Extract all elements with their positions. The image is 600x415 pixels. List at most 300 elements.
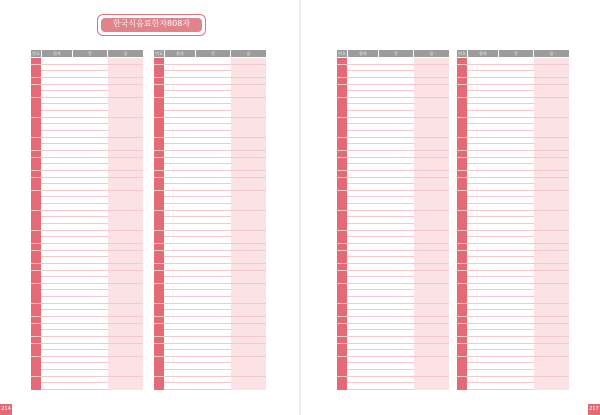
- table-row: [31, 111, 143, 118]
- table-cell: [534, 344, 569, 350]
- table-cell: [165, 290, 195, 296]
- column-header: 뜻: [499, 50, 533, 57]
- table-row: [457, 158, 569, 165]
- table-row: [337, 58, 449, 65]
- row-number-cell: [457, 191, 467, 197]
- table-row: [457, 284, 569, 291]
- table-cell: [108, 264, 143, 270]
- table-row: [154, 324, 266, 331]
- table-cell: [348, 363, 378, 369]
- table-row: [154, 370, 266, 377]
- table-cell: [196, 104, 230, 110]
- table-cell: [348, 377, 378, 383]
- table-cell: [42, 297, 72, 303]
- table-cell: [196, 197, 230, 203]
- table-cell: [231, 78, 266, 84]
- table-cell: [379, 111, 413, 117]
- table-row: [31, 357, 143, 364]
- table-cell: [499, 277, 533, 283]
- table-row: [154, 377, 266, 384]
- row-number-cell: [337, 363, 347, 369]
- table-cell: [468, 104, 498, 110]
- table-cell: [73, 237, 107, 243]
- table-cell: [231, 217, 266, 223]
- row-number-cell: [457, 151, 467, 157]
- table-cell: [165, 257, 195, 263]
- table-cell: [414, 257, 449, 263]
- table-cell: [73, 257, 107, 263]
- table-cell: [468, 171, 498, 177]
- table-cell: [348, 237, 378, 243]
- table-cell: [231, 357, 266, 363]
- table-cell: [165, 91, 195, 97]
- table-row: [31, 191, 143, 198]
- table-row: [31, 164, 143, 171]
- table-cell: [379, 158, 413, 164]
- table-cell: [534, 317, 569, 323]
- row-number-cell: [31, 271, 41, 277]
- table-row: [337, 131, 449, 138]
- table-row: [337, 91, 449, 98]
- table-rows: [154, 58, 266, 390]
- table-cell: [108, 204, 143, 210]
- table-cell: [379, 144, 413, 150]
- row-number-cell: [154, 124, 164, 130]
- table-cell: [499, 144, 533, 150]
- table-cell: [468, 184, 498, 190]
- table-cell: [414, 317, 449, 323]
- table-cell: [534, 151, 569, 157]
- table-cell: [468, 124, 498, 130]
- row-number-cell: [457, 357, 467, 363]
- table-cell: [196, 71, 230, 77]
- table-cell: [42, 257, 72, 263]
- table-cell: [348, 164, 378, 170]
- table-row: [457, 344, 569, 351]
- table-cell: [468, 71, 498, 77]
- table-row: [31, 91, 143, 98]
- table-cell: [73, 271, 107, 277]
- table-cell: [165, 383, 195, 389]
- table-row: [457, 244, 569, 251]
- row-number-cell: [31, 158, 41, 164]
- table-row: [457, 277, 569, 284]
- table-rows: [457, 58, 569, 390]
- table-cell: [73, 330, 107, 336]
- table-row: [337, 264, 449, 271]
- table-cell: [534, 224, 569, 230]
- table-row: [337, 370, 449, 377]
- table-row: [337, 244, 449, 251]
- table-cell: [348, 264, 378, 270]
- row-number-cell: [31, 224, 41, 230]
- table-row: [154, 78, 266, 85]
- table-row: [337, 363, 449, 370]
- table-row: [457, 290, 569, 297]
- table-row: [31, 104, 143, 111]
- table-cell: [231, 310, 266, 316]
- table-cell: [379, 184, 413, 190]
- table-row: [457, 231, 569, 238]
- table-cell: [499, 85, 533, 91]
- table-row: [31, 277, 143, 284]
- row-number-cell: [337, 237, 347, 243]
- row-number-cell: [337, 131, 347, 137]
- table-row: [154, 58, 266, 65]
- table-row: [457, 251, 569, 258]
- row-number-cell: [154, 98, 164, 104]
- table-row: [457, 85, 569, 92]
- table-cell: [231, 151, 266, 157]
- table-row: [31, 197, 143, 204]
- table-cell: [196, 337, 230, 343]
- table-row: [337, 104, 449, 111]
- table-cell: [499, 217, 533, 223]
- table-cell: [348, 277, 378, 283]
- table-cell: [165, 144, 195, 150]
- row-number-cell: [154, 164, 164, 170]
- column-header: 번호: [338, 51, 346, 56]
- table-cell: [231, 144, 266, 150]
- row-number-cell: [31, 257, 41, 263]
- table-row: [457, 211, 569, 218]
- table-cell: [42, 244, 72, 250]
- table-cell: [231, 131, 266, 137]
- table-cell: [165, 304, 195, 310]
- table-cell: [108, 158, 143, 164]
- row-number-cell: [154, 58, 164, 64]
- table-row: [457, 304, 569, 311]
- table-cell: [73, 344, 107, 350]
- table-cell: [231, 330, 266, 336]
- table-cell: [348, 290, 378, 296]
- table-row: [31, 304, 143, 311]
- table-cell: [231, 191, 266, 197]
- table-row: [31, 124, 143, 131]
- table-cell: [42, 383, 72, 389]
- table-cell: [414, 244, 449, 250]
- table-cell: [196, 78, 230, 84]
- table-cell: [42, 330, 72, 336]
- row-number-cell: [337, 383, 347, 389]
- table-cell: [414, 324, 449, 330]
- table-cell: [231, 104, 266, 110]
- table-row: [457, 91, 569, 98]
- table-cell: [468, 191, 498, 197]
- table-cell: [108, 124, 143, 130]
- table-cell: [348, 271, 378, 277]
- table-cell: [42, 58, 72, 64]
- table-row: [337, 231, 449, 238]
- row-number-cell: [31, 330, 41, 336]
- table-row: [154, 171, 266, 178]
- table-cell: [73, 164, 107, 170]
- table-row: [337, 284, 449, 291]
- table-cell: [108, 277, 143, 283]
- table-cell: [379, 58, 413, 64]
- row-number-cell: [154, 204, 164, 210]
- row-number-cell: [154, 237, 164, 243]
- row-number-cell: [31, 264, 41, 270]
- table-cell: [165, 171, 195, 177]
- row-number-cell: [457, 310, 467, 316]
- table-cell: [414, 363, 449, 369]
- table-cell: [108, 211, 143, 217]
- table-cell: [534, 144, 569, 150]
- table-row: [337, 357, 449, 364]
- table-row: [337, 211, 449, 218]
- table-cell: [165, 138, 195, 144]
- row-number-cell: [337, 217, 347, 223]
- row-number-cell: [457, 58, 467, 64]
- row-number-cell: [154, 244, 164, 250]
- table-row: [337, 151, 449, 158]
- table-cell: [196, 257, 230, 263]
- table-cell: [468, 244, 498, 250]
- table-row: [337, 271, 449, 278]
- table-cell: [42, 363, 72, 369]
- table-cell: [499, 271, 533, 277]
- table-cell: [42, 124, 72, 130]
- table-cell: [468, 131, 498, 137]
- row-number-cell: [31, 244, 41, 250]
- table-cell: [379, 231, 413, 237]
- table-row: [31, 184, 143, 191]
- table-cell: [231, 324, 266, 330]
- row-number-cell: [337, 310, 347, 316]
- table-row: [154, 231, 266, 238]
- table-cell: [165, 277, 195, 283]
- row-number-cell: [457, 204, 467, 210]
- table-cell: [165, 377, 195, 383]
- table-cell: [348, 357, 378, 363]
- table-cell: [108, 337, 143, 343]
- table-cell: [42, 217, 72, 223]
- table-row: [457, 78, 569, 85]
- table-cell: [534, 104, 569, 110]
- table-cell: [499, 164, 533, 170]
- table-row: [154, 317, 266, 324]
- row-number-cell: [31, 284, 41, 290]
- table-cell: [108, 217, 143, 223]
- page-number-right: 217: [588, 404, 600, 415]
- row-number-cell: [337, 304, 347, 310]
- row-number-cell: [337, 271, 347, 277]
- table-row: [457, 204, 569, 211]
- row-number-cell: [154, 363, 164, 369]
- table-cell: [165, 264, 195, 270]
- table-cell: [108, 224, 143, 230]
- table-cell: [379, 290, 413, 296]
- table-cell: [108, 344, 143, 350]
- table-row: [154, 98, 266, 105]
- table-row: [457, 144, 569, 151]
- table-cell: [499, 330, 533, 336]
- table-cell: [534, 310, 569, 316]
- table-cell: [73, 310, 107, 316]
- table-cell: [108, 138, 143, 144]
- row-number-cell: [457, 131, 467, 137]
- table-row: [31, 144, 143, 151]
- table-cell: [379, 98, 413, 104]
- table-rows: [337, 58, 449, 390]
- table-cell: [108, 111, 143, 117]
- table-cell: [348, 171, 378, 177]
- table-cell: [165, 71, 195, 77]
- table-cell: [196, 383, 230, 389]
- table-cell: [414, 277, 449, 283]
- table-cell: [42, 344, 72, 350]
- table-cell: [73, 124, 107, 130]
- table-cell: [108, 363, 143, 369]
- table-cell: [73, 144, 107, 150]
- column-header: 뜻: [196, 50, 230, 57]
- row-number-cell: [154, 78, 164, 84]
- column-header: 음: [534, 50, 569, 57]
- table-cell: [379, 151, 413, 157]
- table-cell: [379, 71, 413, 77]
- table-cell: [42, 290, 72, 296]
- row-number-cell: [337, 264, 347, 270]
- row-number-cell: [31, 197, 41, 203]
- table-row: [457, 330, 569, 337]
- table-cell: [165, 204, 195, 210]
- table-cell: [379, 244, 413, 250]
- table-cell: [196, 144, 230, 150]
- table-cell: [196, 151, 230, 157]
- table-row: [154, 257, 266, 264]
- table-cell: [499, 224, 533, 230]
- table-cell: [379, 304, 413, 310]
- table-cell: [379, 224, 413, 230]
- table-cell: [499, 91, 533, 97]
- row-number-cell: [31, 138, 41, 144]
- row-number-cell: [457, 124, 467, 130]
- table-cell: [165, 357, 195, 363]
- table-cell: [73, 138, 107, 144]
- table-row: [154, 363, 266, 370]
- table-cell: [414, 344, 449, 350]
- table-cell: [348, 118, 378, 124]
- row-number-cell: [154, 271, 164, 277]
- table-cell: [468, 304, 498, 310]
- row-number-cell: [31, 237, 41, 243]
- table-cell: [42, 224, 72, 230]
- table-cell: [534, 217, 569, 223]
- row-number-cell: [337, 197, 347, 203]
- table-row: [154, 144, 266, 151]
- table-row: [154, 124, 266, 131]
- table-cell: [414, 310, 449, 316]
- row-number-cell: [154, 357, 164, 363]
- table-cell: [499, 370, 533, 376]
- row-number-cell: [337, 330, 347, 336]
- table-cell: [73, 224, 107, 230]
- table-row: [337, 158, 449, 165]
- table-cell: [73, 118, 107, 124]
- row-number-cell: [154, 284, 164, 290]
- table-cell: [414, 383, 449, 389]
- table-cell: [196, 131, 230, 137]
- table-row: [31, 204, 143, 211]
- table-row: [337, 304, 449, 311]
- table-cell: [534, 350, 569, 356]
- table-cell: [534, 197, 569, 203]
- table-cell: [414, 98, 449, 104]
- table-cell: [534, 178, 569, 184]
- table-row: [31, 131, 143, 138]
- row-number-cell: [337, 85, 347, 91]
- table-cell: [468, 78, 498, 84]
- row-number-cell: [457, 317, 467, 323]
- table-row: [457, 324, 569, 331]
- table-cell: [468, 271, 498, 277]
- table-cell: [108, 191, 143, 197]
- table-row: [31, 264, 143, 271]
- table-cell: [165, 224, 195, 230]
- table-cell: [196, 124, 230, 130]
- table-cell: [348, 251, 378, 257]
- table-cell: [73, 65, 107, 71]
- table-cell: [348, 330, 378, 336]
- table-cell: [468, 204, 498, 210]
- table-cell: [196, 244, 230, 250]
- row-number-cell: [337, 184, 347, 190]
- table-cell: [468, 357, 498, 363]
- table-cell: [534, 65, 569, 71]
- right-page: [301, 0, 600, 415]
- table-cell: [108, 317, 143, 323]
- row-number-cell: [337, 171, 347, 177]
- table-cell: [414, 237, 449, 243]
- table-cell: [534, 171, 569, 177]
- table-cell: [379, 257, 413, 263]
- table-cell: [468, 363, 498, 369]
- row-number-cell: [31, 277, 41, 283]
- table-cell: [108, 171, 143, 177]
- table-cell: [468, 231, 498, 237]
- table-cell: [499, 131, 533, 137]
- table-cell: [379, 383, 413, 389]
- table-row: [31, 257, 143, 264]
- table-cell: [196, 271, 230, 277]
- row-number-cell: [457, 257, 467, 263]
- table-cell: [73, 184, 107, 190]
- row-number-cell: [457, 324, 467, 330]
- table-cell: [42, 98, 72, 104]
- row-number-cell: [154, 304, 164, 310]
- table-cell: [534, 297, 569, 303]
- table-cell: [468, 164, 498, 170]
- row-number-cell: [457, 78, 467, 84]
- table-cell: [499, 184, 533, 190]
- table-row: [457, 224, 569, 231]
- table-cell: [534, 357, 569, 363]
- table-cell: [379, 350, 413, 356]
- table-row: [457, 350, 569, 357]
- row-number-cell: [457, 164, 467, 170]
- row-number-cell: [31, 91, 41, 97]
- table-cell: [534, 98, 569, 104]
- table-cell: [165, 317, 195, 323]
- table-cell: [414, 290, 449, 296]
- table-row: [154, 357, 266, 364]
- table-cell: [108, 251, 143, 257]
- table-row: [154, 197, 266, 204]
- table-row: [31, 344, 143, 351]
- table-row: [154, 264, 266, 271]
- table-cell: [379, 337, 413, 343]
